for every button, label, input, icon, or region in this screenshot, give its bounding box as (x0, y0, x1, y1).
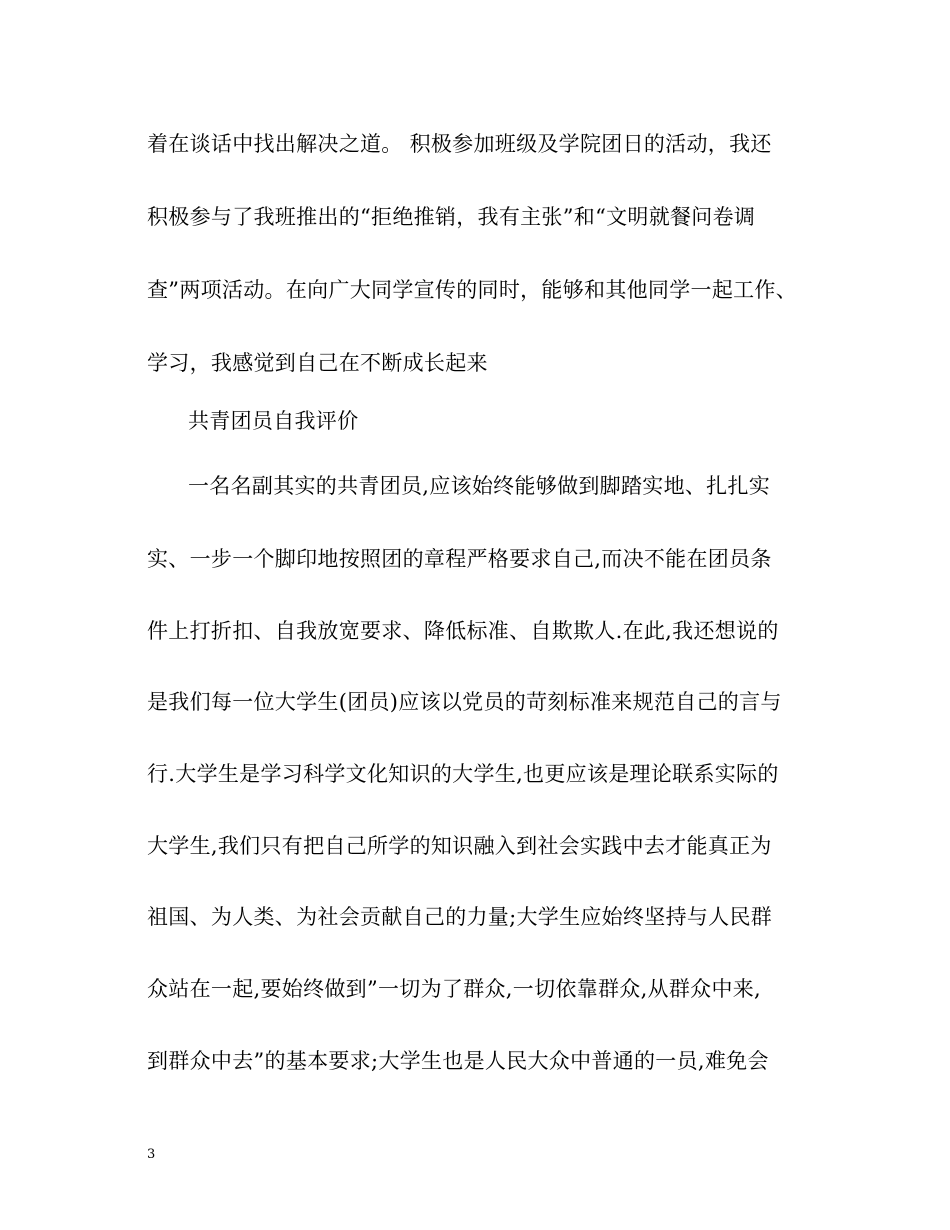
text-line: 行.大学生是学习科学文化知识的大学生,也更应该是理论联系实际的 (147, 762, 779, 786)
text-line: 祖国、为人类、为社会贡献自己的力量;大学生应始终坚持与人民群 (147, 905, 773, 929)
text-line: 是我们每一位大学生(团员)应该以党员的苛刻标准来规范自己的言与 (147, 690, 782, 714)
text-line: 到群众中去”的基本要求;大学生也是人民大众中普通的一员,难免会 (147, 1049, 769, 1073)
text-line: 积极参与了我班推出的“拒绝推销，我有主张”和“文明就餐问卷调 (147, 205, 756, 229)
text-line: 实、一步一个脚印地按照团的章程严格要求自己,而决不能在团员条 (147, 547, 772, 571)
text-line: 件上打折扣、自我放宽要求、降低标准、自欺欺人.在此,我还想说的 (147, 619, 779, 643)
page-number: 3 (147, 1147, 156, 1162)
text-line: 学习，我感觉到自己在不断成长起来 (147, 351, 488, 375)
section-heading: 共青团员自我评价 (188, 409, 359, 433)
text-line: 一名名副其实的共青团员,应该始终能够做到脚踏实地、扎扎实 (188, 474, 771, 498)
text-line: 查”两项活动。在向广大同学宣传的同时，能够和其他同学一起工作、 (147, 278, 798, 302)
text-line: 众站在一起,要始终做到”一切为了群众,一切依靠群众,从群众中来, (147, 977, 762, 1001)
text-line: 着在谈话中找出解决之道。 积极参加班级及学院团日的活动，我还 (147, 132, 772, 156)
text-line: 大学生,我们只有把自己所学的知识融入到社会实践中去才能真正为 (147, 834, 772, 858)
